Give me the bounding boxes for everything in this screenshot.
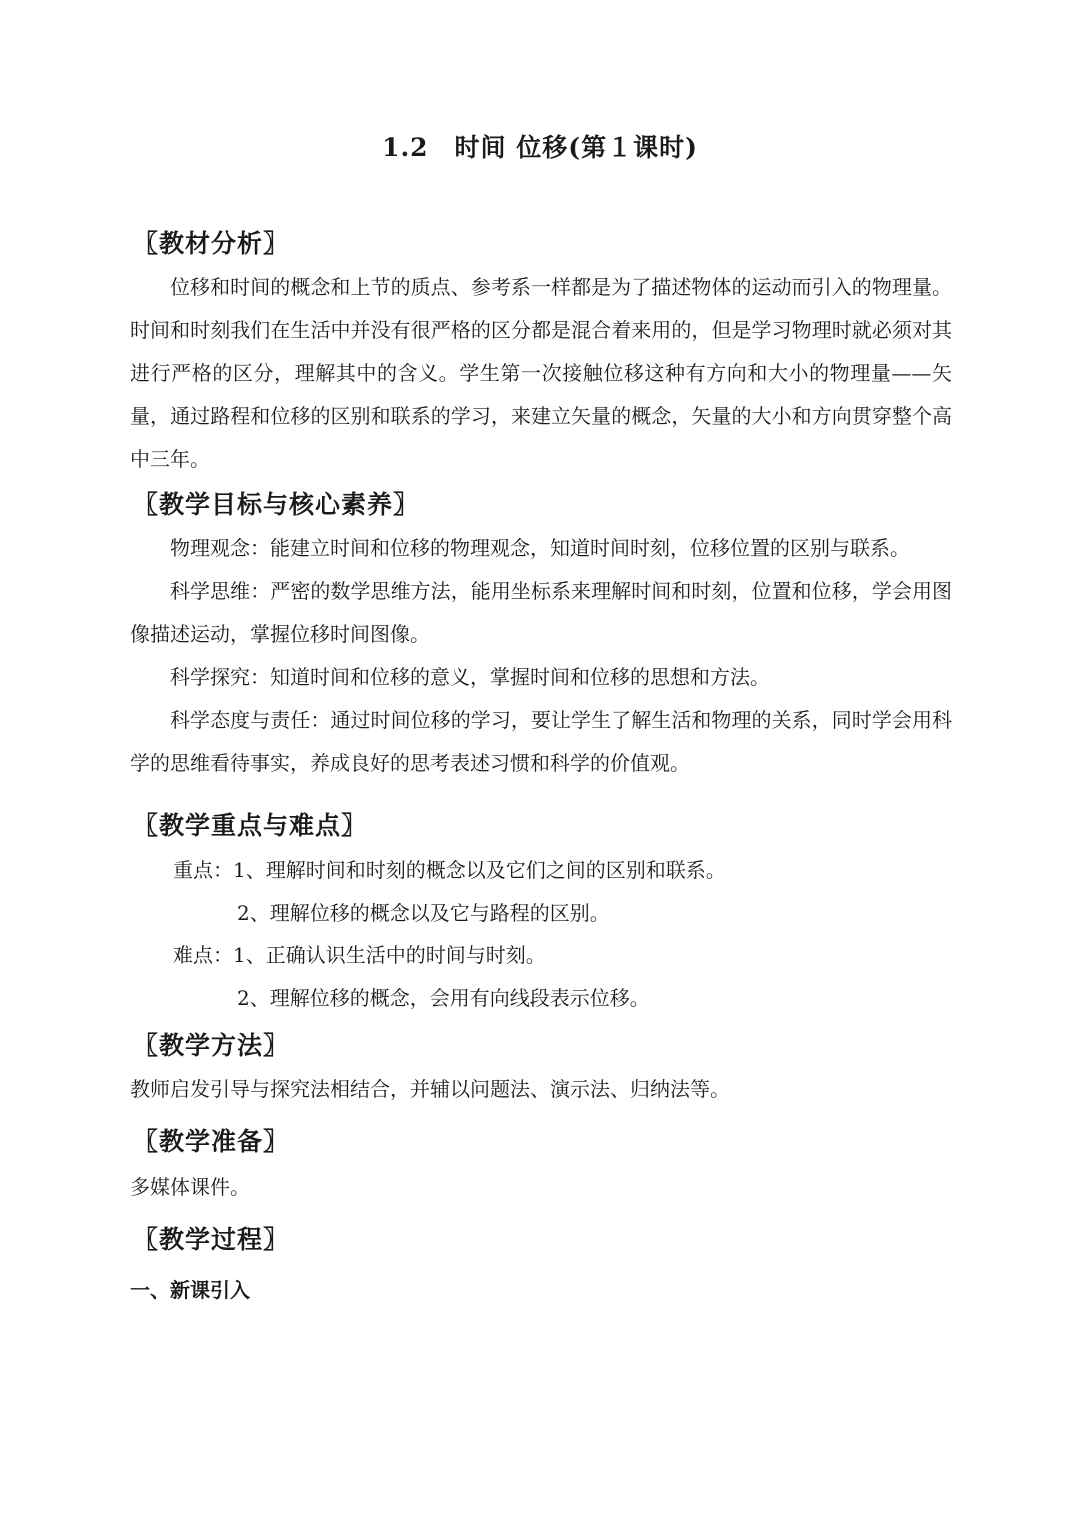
subsection-new-lesson-intro: 一、新课引入 — [130, 1278, 250, 1302]
method-paragraph: 教师启发引导与探究法相结合，并辅以问题法、演示法、归纳法等。 — [130, 1077, 730, 1101]
focus-line-1: 重点：1、理解时间和时刻的概念以及它们之间的区别和联系。 — [173, 858, 726, 882]
goal-scientific-thinking: 科学思维：严密的数学思维方法，能用坐标系来理解时间和时刻，位置和位移，学会用图像描述运动，掌握位移时间图像。 — [130, 579, 952, 646]
section-heading-material-analysis: 〖教材分析〗 — [133, 229, 290, 258]
section-heading-method: 〖教学方法〗 — [133, 1031, 290, 1060]
material-analysis-paragraph: 位移和时间的概念和上节的质点、参考系一样都是为了描述物体的运动而引入的物理量。时间和时刻我们在生活中并没有很严格的区分都是混合着来用的，但是学习物理时就必须对其进行严格的区分，理解其中的含义。学生第一次接触位移这种有方向和大小的物理量——矢量，通过路程和位移的区别和联系的学习，来建立矢量的概念，矢量的大小和方向贯穿整个高中三年。 — [130, 275, 952, 471]
section-heading-preparation: 〖教学准备〗 — [133, 1127, 290, 1156]
goal-scientific-attitude: 科学态度与责任：通过时间位移的学习，要让学生了解生活和物理的关系，同时学会用科学的思维看待事实，养成良好的思考表述习惯和科学的价值观。 — [130, 708, 952, 775]
preparation-paragraph: 多媒体课件。 — [130, 1175, 250, 1199]
section-heading-goals: 〖教学目标与核心素养〗 — [133, 490, 420, 519]
goal-scientific-inquiry: 科学探究：知道时间和位移的意义，掌握时间和位移的思想和方法。 — [170, 665, 770, 689]
goal-physics-concept: 物理观念：能建立时间和位移的物理观念，知道时间时刻，位移位置的区别与联系。 — [170, 536, 910, 560]
focus-line-2: 2、理解位移的概念以及它与路程的区别。 — [237, 901, 610, 925]
section-heading-process: 〖教学过程〗 — [133, 1225, 290, 1254]
difficulty-line-2: 2、理解位移的概念，会用有向线段表示位移。 — [237, 986, 650, 1010]
difficulty-line-1: 难点：1、正确认识生活中的时间与时刻。 — [173, 943, 546, 967]
page-title: 1.2 时间 位移(第１课时) — [382, 133, 698, 162]
section-heading-key-points: 〖教学重点与难点〗 — [133, 811, 368, 840]
